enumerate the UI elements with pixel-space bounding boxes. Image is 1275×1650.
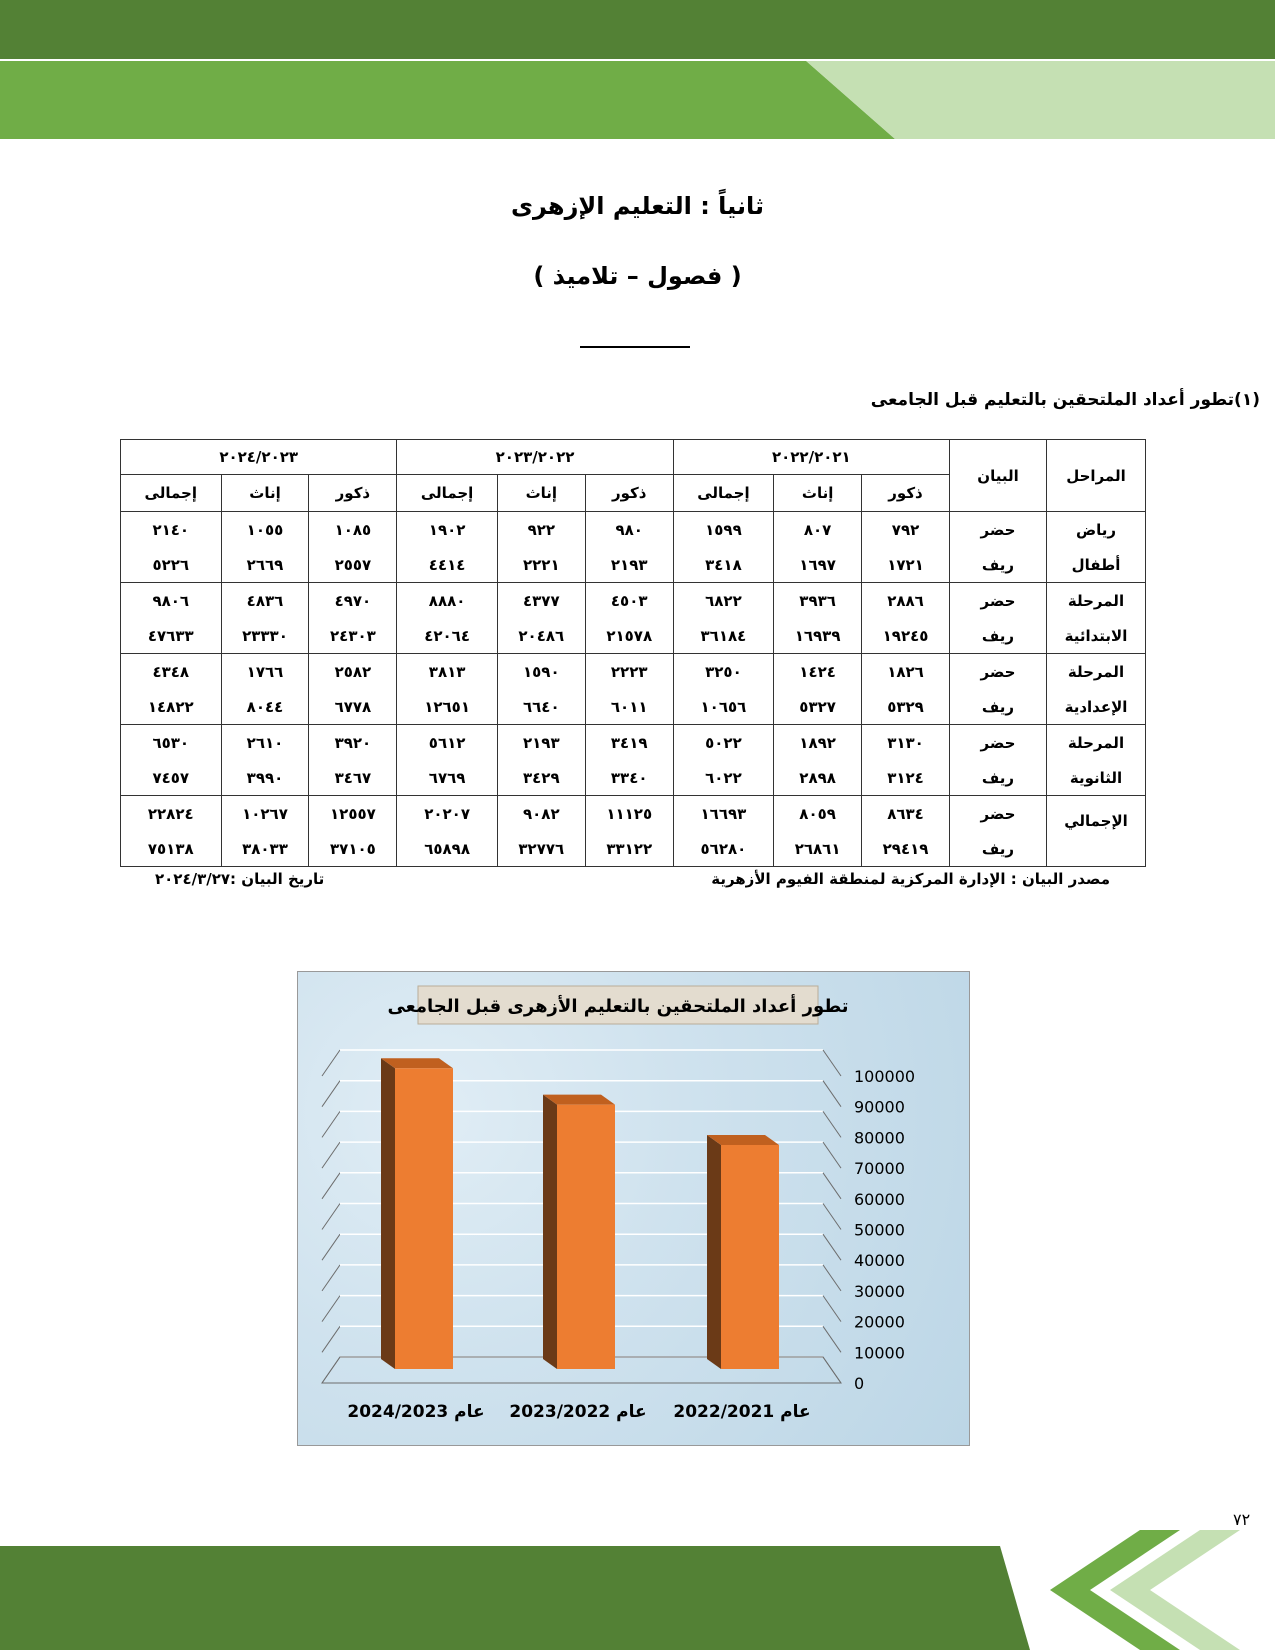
gridline (823, 1050, 841, 1076)
cell-value: ٢٢٨٢٤ (147, 804, 194, 823)
cell-value: ٣٩٣٦ (799, 591, 836, 610)
x-category-label: عام 2023/2022 (509, 1402, 647, 1422)
y-tick-label: 50000 (854, 1220, 905, 1240)
y-tick-label: 80000 (854, 1128, 905, 1148)
gridline (322, 1204, 340, 1230)
cell-value: ٧٥١٣٨ (147, 839, 194, 858)
subheader-cell: إجمالى (397, 475, 497, 512)
gridline (823, 1142, 841, 1168)
cell-value: ٥٠٢٢ (705, 733, 742, 752)
gridline (322, 1234, 340, 1260)
cell-value: ٣٨٠٣٣ (242, 839, 288, 858)
subheader-cell: إجمالى (673, 475, 773, 512)
enrollment-chart (297, 971, 970, 1446)
value-cell (397, 654, 497, 725)
cell-value: ٦٠٢٢ (705, 768, 742, 787)
data-date-note: تاريخ البيان :٢٠٢٤/٣/٢٧ (155, 870, 325, 888)
cell-value: ٤٣٤٨ (152, 662, 190, 681)
cell-value: ٥٢٢٦ (152, 555, 190, 574)
value-cell (397, 512, 497, 583)
cell-value: ٣٣٤٠ (610, 768, 648, 787)
area-type-label: حضر (980, 520, 1016, 539)
cell-value: ٢٦٨٦١ (794, 839, 841, 858)
area-type-label: ريف (981, 555, 1015, 574)
value-cell (774, 725, 862, 796)
y-tick-label: 100000 (854, 1067, 916, 1086)
header-band (0, 0, 1275, 140)
chart-title: تطور أعداد الملتحقين بالتعليم الأزهرى قبل الجامعى (387, 996, 849, 1017)
stage-cell (1047, 725, 1146, 796)
cell-value: ٣٢٥٠ (705, 662, 742, 681)
value-cell (309, 654, 397, 725)
cell-value: ١٥٩٠ (522, 662, 560, 681)
cell-value: ٦٠١١ (610, 697, 648, 716)
value-cell (585, 654, 673, 725)
cell-value: ٢٩٤١٩ (882, 839, 929, 858)
bar-side (381, 1058, 395, 1369)
area-type-label: ريف (981, 768, 1015, 787)
gridline (322, 1326, 340, 1352)
cell-value: ٣٩٩٠ (246, 768, 284, 787)
subheader-cell: ذكور (309, 475, 397, 512)
cell-value: ٢٢٢١ (522, 555, 560, 574)
cell-value: ٤٣٧٧ (522, 591, 560, 610)
cell-value: ٣٢٧٧٦ (518, 839, 565, 858)
subheader-cell: إناث (497, 475, 585, 512)
value-cell (121, 654, 222, 725)
cell-value: ٢٥٨٢ (334, 662, 372, 681)
stage-label: أطفال (1071, 555, 1121, 574)
gridline (823, 1326, 841, 1352)
value-cell (862, 796, 950, 867)
header-stage: المراحل (1047, 440, 1146, 512)
area-type-cell (950, 654, 1047, 725)
gridline (322, 1142, 340, 1168)
value-cell (397, 583, 497, 654)
area-type-cell (950, 583, 1047, 654)
stage-label: رياض (1075, 520, 1117, 539)
gridline (823, 1234, 841, 1260)
cell-value: ٢٢٢٣ (610, 662, 648, 681)
cell-value: ١٤٨٢٢ (147, 697, 194, 716)
cell-value: ٣٤١٨ (705, 555, 742, 574)
value-cell (497, 512, 585, 583)
title-underline (580, 346, 690, 348)
cell-value: ٣٤٦٧ (334, 768, 372, 787)
cell-value: ٢٦٦٩ (246, 555, 284, 574)
cell-value: ٤٤١٤ (428, 555, 466, 574)
x-category-label: عام 2022/2021 (673, 1402, 811, 1422)
subheader-cell: ذكور (862, 475, 950, 512)
stage-label: الابتدائية (1064, 626, 1128, 645)
cell-value: ١٠٦٥٦ (700, 697, 747, 716)
cell-value: ٢١٩٣ (522, 733, 560, 752)
cell-value: ٣٨١٣ (428, 662, 466, 681)
cell-value: ٣٩٢٠ (334, 733, 372, 752)
table-row (121, 654, 1146, 725)
cell-value: ١١١٢٥ (606, 804, 653, 823)
value-cell (673, 796, 773, 867)
value-cell (221, 796, 309, 867)
gridline (823, 1111, 841, 1137)
value-cell (309, 725, 397, 796)
y-tick-label: 40000 (854, 1251, 905, 1271)
value-cell (585, 512, 673, 583)
cell-value: ٢١٤٠ (152, 520, 190, 539)
y-tick-label: 60000 (854, 1189, 905, 1209)
value-cell (673, 725, 773, 796)
cell-value: ٣١٢٤ (887, 768, 924, 787)
cell-value: ٥٦١٢ (428, 733, 466, 752)
area-type-label: ريف (981, 839, 1015, 858)
cell-value: ١٨٢٦ (887, 662, 924, 681)
value-cell (309, 796, 397, 867)
area-type-label: حضر (980, 804, 1016, 823)
cell-value: ٧٩٢ (891, 520, 920, 539)
value-cell (774, 512, 862, 583)
value-cell (774, 583, 862, 654)
stage-label: الإعدادية (1064, 697, 1128, 716)
bar-side (543, 1095, 557, 1369)
bar (557, 1105, 615, 1369)
stage-cell (1047, 654, 1146, 725)
cell-value: ٩٨٠ (615, 520, 643, 539)
cell-value: ١٦٩٧ (799, 555, 836, 574)
cell-value: ١٠٨٥ (334, 520, 372, 539)
cell-value: ٣٦١٨٤ (700, 626, 747, 645)
area-type-cell (950, 725, 1047, 796)
value-cell (774, 796, 862, 867)
subheader-cell: إجمالى (121, 475, 222, 512)
value-cell (862, 512, 950, 583)
cell-value: ١٦٦٩٣ (700, 804, 747, 823)
cell-value: ٨٠٤٤ (246, 697, 284, 716)
cell-value: ٦٨٢٢ (705, 591, 742, 610)
area-type-label: ريف (981, 626, 1015, 645)
value-cell (585, 725, 673, 796)
page-subtitle: ( فصول – تلاميذ ) (533, 262, 742, 290)
cell-value: ٦٥٨٩٨ (424, 839, 470, 858)
stage-label: الإجمالي (1064, 812, 1128, 830)
cell-value: ١٠٢٦٧ (242, 804, 288, 823)
value-cell (397, 725, 497, 796)
cell-value: ٣٤٢٩ (522, 768, 560, 787)
bar (395, 1068, 453, 1369)
value-cell (673, 512, 773, 583)
value-cell (862, 654, 950, 725)
gridline (322, 1081, 340, 1107)
value-cell (121, 512, 222, 583)
header-year: ٢٠٢٤/٢٠٢٣ (121, 440, 397, 475)
cell-value: ١٧٦٦ (246, 662, 284, 681)
value-cell (309, 583, 397, 654)
cell-value: ٢٠٢٠٧ (424, 804, 470, 823)
cell-value: ٣٤١٩ (610, 733, 648, 752)
area-type-label: حضر (980, 591, 1016, 610)
value-cell (585, 796, 673, 867)
bar-side (707, 1135, 721, 1369)
gridline (322, 1173, 340, 1199)
y-tick-label: 0 (854, 1374, 865, 1393)
cell-value: ٢٦١٠ (246, 733, 284, 752)
gridline (823, 1204, 841, 1230)
value-cell (497, 654, 585, 725)
bar (721, 1145, 779, 1369)
cell-value: ٤٢٠٦٤ (424, 626, 470, 645)
enrollment-table (120, 439, 1146, 867)
value-cell (774, 654, 862, 725)
y-tick-label: 90000 (854, 1097, 905, 1117)
cell-value: ٨٨٨٠ (428, 591, 466, 610)
cell-value: ٤٩٧٠ (334, 591, 372, 610)
gridline (322, 1296, 340, 1322)
stage-label: المرحلة (1067, 662, 1125, 681)
y-tick-label: 20000 (854, 1312, 905, 1332)
cell-value: ١٧٢١ (887, 555, 924, 574)
value-cell (497, 583, 585, 654)
y-tick-label: 30000 (854, 1281, 905, 1301)
cell-value: ٥٦٢٨٠ (700, 839, 747, 858)
cell-value: ٥٣٢٧ (799, 697, 836, 716)
cell-value: ٤٨٣٦ (246, 591, 284, 610)
stage-label: المرحلة (1067, 733, 1125, 752)
data-source-note: مصدر البيان : الإدارة المركزية لمنطقة الفيوم الأزهرية (711, 870, 1110, 888)
value-cell (585, 583, 673, 654)
gridline (322, 1265, 340, 1291)
cell-value: ٨٦٣٤ (887, 804, 924, 823)
value-cell (221, 725, 309, 796)
value-cell (397, 796, 497, 867)
cell-value: ٣١٣٠ (887, 733, 924, 752)
cell-value: ١٦٩٣٩ (794, 626, 841, 645)
header-year: ٢٠٢٢/٢٠٢١ (673, 440, 949, 475)
cell-value: ٢٨٨٦ (887, 591, 924, 610)
cell-value: ١٤٢٤ (799, 662, 836, 681)
page-title: ثانياً : التعليم الإزهرى (511, 192, 764, 220)
cell-value: ٩٠٨٢ (522, 804, 560, 823)
y-tick-label: 70000 (854, 1159, 905, 1179)
area-type-label: حضر (980, 733, 1016, 752)
gridline (823, 1173, 841, 1199)
value-cell (121, 796, 222, 867)
gridline (322, 1111, 340, 1137)
header-year: ٢٠٢٣/٢٠٢٢ (397, 440, 673, 475)
cell-value: ٣٧١٠٥ (330, 839, 376, 858)
page-number: ٧٢ (1233, 1510, 1251, 1529)
cell-value: ١٢٥٥٧ (330, 804, 376, 823)
value-cell (309, 512, 397, 583)
table-row (121, 583, 1146, 654)
cell-value: ٦٧٦٩ (428, 768, 466, 787)
value-cell (121, 725, 222, 796)
subheader-cell: ذكور (585, 475, 673, 512)
value-cell (497, 725, 585, 796)
cell-value: ٨٠٧ (803, 520, 832, 539)
value-cell (862, 725, 950, 796)
value-cell (862, 583, 950, 654)
table-row (121, 512, 1146, 583)
value-cell (221, 583, 309, 654)
value-cell (221, 654, 309, 725)
stage-cell (1047, 796, 1146, 867)
cell-value: ٢٨٩٨ (799, 768, 836, 787)
cell-value: ٧٤٥٧ (152, 768, 190, 787)
cell-value: ٢١٥٧٨ (606, 626, 653, 645)
cell-value: ١٢٦٥١ (424, 697, 470, 716)
gridline (823, 1081, 841, 1107)
cell-value: ٢٠٤٨٦ (518, 626, 565, 645)
cell-value: ٩٢٢ (527, 520, 556, 539)
value-cell (221, 512, 309, 583)
gridline (322, 1050, 340, 1076)
cell-value: ٤٥٠٣ (610, 591, 648, 610)
cell-value: ١٩٠٢ (428, 520, 466, 539)
subheader-cell: إناث (774, 475, 862, 512)
y-tick-label: 10000 (854, 1343, 905, 1363)
table-row (121, 796, 1146, 867)
value-cell (673, 654, 773, 725)
cell-value: ٦٦٤٠ (522, 697, 560, 716)
cell-value: ٩٨٠٦ (152, 591, 190, 610)
cell-value: ١٨٩٢ (799, 733, 836, 752)
area-type-cell (950, 796, 1047, 867)
cell-value: ١٩٢٤٥ (882, 626, 929, 645)
value-cell (121, 583, 222, 654)
value-cell (673, 583, 773, 654)
x-category-label: عام 2024/2023 (347, 1402, 485, 1422)
stage-label: المرحلة (1067, 591, 1125, 610)
cell-value: ٥٣٢٩ (887, 697, 924, 716)
stage-cell (1047, 512, 1146, 583)
area-type-label: حضر (980, 662, 1016, 681)
cell-value: ٢٤٣٠٣ (330, 626, 376, 645)
cell-value: ٢١٩٣ (610, 555, 648, 574)
value-cell (497, 796, 585, 867)
cell-value: ٨٠٥٩ (799, 804, 836, 823)
chart-canvas (298, 972, 969, 1445)
header-item: البيان (950, 440, 1047, 512)
cell-value: ٣٣١٢٢ (606, 839, 653, 858)
subheader-cell: إناث (221, 475, 309, 512)
section-heading: (١)تطور أعداد الملتحقين بالتعليم قبل الجامعى (870, 390, 1260, 410)
cell-value: ١٠٥٥ (246, 520, 284, 539)
table-row (121, 725, 1146, 796)
footer-band (0, 1530, 1275, 1650)
area-type-label: ريف (981, 697, 1015, 716)
area-type-cell (950, 512, 1047, 583)
stage-cell (1047, 583, 1146, 654)
cell-value: ٦٥٣٠ (152, 733, 190, 752)
gridline (823, 1265, 841, 1291)
cell-value: ١٥٩٩ (705, 520, 742, 539)
cell-value: ٤٧٦٣٣ (147, 626, 194, 645)
cell-value: ٢٣٣٣٠ (242, 626, 288, 645)
stage-label: الثانوية (1069, 768, 1123, 787)
gridline (823, 1296, 841, 1322)
cell-value: ٦٧٧٨ (334, 697, 372, 716)
cell-value: ٢٥٥٧ (334, 555, 372, 574)
